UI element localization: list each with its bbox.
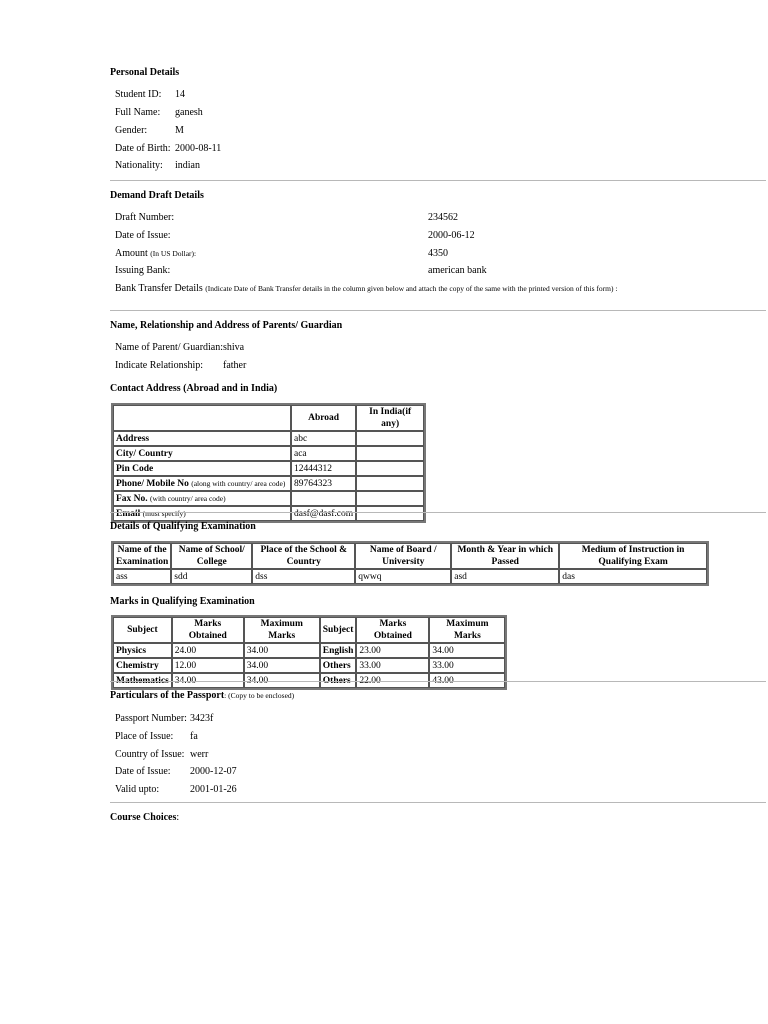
divider bbox=[110, 310, 766, 311]
table-cell: Chemistry bbox=[113, 658, 172, 673]
marks-table bbox=[111, 615, 507, 690]
row-label: Email (must specify) bbox=[113, 506, 291, 521]
table-header: Marks Obtained bbox=[356, 617, 429, 643]
table-row bbox=[113, 617, 505, 643]
table-row bbox=[113, 461, 424, 476]
table-cell: 33.00 bbox=[356, 658, 429, 673]
table-cell: sdd bbox=[171, 569, 252, 584]
table-cell: Others bbox=[320, 658, 357, 673]
passport-heading: Particulars of the Passport: (Copy to be enclosed) bbox=[110, 690, 295, 701]
table-cell bbox=[356, 446, 424, 461]
table-cell: English bbox=[320, 643, 357, 658]
table-cell bbox=[113, 405, 291, 431]
issuing-bank-value: american bank bbox=[428, 265, 487, 276]
relationship-value: father bbox=[223, 360, 247, 371]
valid-upto-label: Valid upto: bbox=[115, 784, 160, 795]
draft-date-value: 2000-06-12 bbox=[428, 230, 475, 241]
draft-details-heading: Demand Draft Details bbox=[110, 190, 204, 201]
table-cell: Others bbox=[320, 673, 357, 688]
draft-number-value: 234562 bbox=[428, 212, 458, 223]
row-label: City/ Country bbox=[113, 446, 291, 461]
table-header: In India(if any) bbox=[356, 405, 424, 431]
table-header: Marks Obtained bbox=[172, 617, 244, 643]
table-cell: 23.00 bbox=[356, 643, 429, 658]
full-name-value: ganesh bbox=[175, 107, 203, 118]
draft-number-label: Draft Number: bbox=[115, 212, 175, 223]
place-of-issue-label: Place of Issue: bbox=[115, 731, 174, 742]
guardian-name-value: shiva bbox=[223, 342, 245, 353]
valid-upto-value: 2001-01-26 bbox=[190, 784, 237, 795]
table-cell bbox=[356, 491, 424, 506]
gender-value: M bbox=[175, 125, 184, 136]
table-row bbox=[113, 643, 505, 658]
issuing-bank-label: Issuing Bank: bbox=[115, 265, 171, 276]
table-cell: das bbox=[559, 569, 707, 584]
table-cell: Mathematics bbox=[113, 673, 172, 688]
table-row bbox=[113, 476, 424, 491]
table-cell: 34.00 bbox=[244, 658, 320, 673]
table-cell bbox=[356, 506, 424, 521]
table-cell: 33.00 bbox=[429, 658, 505, 673]
table-header: Month & Year in which Passed bbox=[451, 543, 559, 569]
table-row bbox=[113, 543, 707, 569]
table-cell: 34.00 bbox=[429, 643, 505, 658]
table-row bbox=[113, 405, 424, 431]
divider bbox=[110, 512, 766, 513]
nationality-value: indian bbox=[175, 160, 200, 171]
nationality-label: Nationality: bbox=[115, 160, 163, 171]
contact-table bbox=[111, 403, 426, 523]
student-id-value: 14 bbox=[175, 89, 185, 100]
country-of-issue-value: werr bbox=[190, 749, 209, 760]
table-row bbox=[113, 658, 505, 673]
table-row bbox=[113, 506, 424, 521]
gender-label: Gender: bbox=[115, 125, 148, 136]
passport-date-value: 2000-12-07 bbox=[190, 766, 237, 777]
qualifying-table bbox=[111, 541, 709, 586]
table-cell: aca bbox=[291, 446, 356, 461]
table-cell: 12.00 bbox=[172, 658, 244, 673]
table-header: Maximum Marks bbox=[429, 617, 505, 643]
row-label: Address bbox=[113, 431, 291, 446]
student-id-label: Student ID: bbox=[115, 89, 162, 100]
table-cell: dasf@dasf.com bbox=[291, 506, 356, 521]
table-header: Maximum Marks bbox=[244, 617, 320, 643]
table-header: Subject bbox=[320, 617, 357, 643]
passport-number-value: 3423f bbox=[190, 713, 214, 724]
table-cell bbox=[356, 476, 424, 491]
passport-note: : (Copy to be enclosed) bbox=[224, 691, 295, 700]
passport-number-label: Passport Number: bbox=[115, 713, 187, 724]
draft-date-label: Date of Issue: bbox=[115, 230, 171, 241]
table-header: Place of the School & Country bbox=[252, 543, 355, 569]
table-header: Name of the Examination bbox=[113, 543, 171, 569]
dob-value: 2000-08-11 bbox=[175, 143, 222, 154]
table-cell: 34.00 bbox=[244, 643, 320, 658]
dob-label: Date of Birth: bbox=[115, 143, 171, 154]
country-of-issue-label: Country of Issue: bbox=[115, 749, 185, 760]
divider bbox=[110, 681, 766, 682]
table-cell: 22.00 bbox=[356, 673, 429, 688]
table-cell: abc bbox=[291, 431, 356, 446]
amount-note: (In US Dollar): bbox=[150, 249, 197, 258]
table-header: Subject bbox=[113, 617, 172, 643]
table-cell: ass bbox=[113, 569, 171, 584]
personal-details-heading: Personal Details bbox=[110, 67, 180, 78]
table-cell: 43.00 bbox=[429, 673, 505, 688]
passport-date-label: Date of Issue: bbox=[115, 766, 171, 777]
table-cell bbox=[291, 491, 356, 506]
table-cell: Physics bbox=[113, 643, 172, 658]
amount-value: 4350 bbox=[428, 248, 448, 259]
amount-label: Amount (In US Dollar): bbox=[115, 248, 197, 259]
row-label: Pin Code bbox=[113, 461, 291, 476]
table-cell: 12444312 bbox=[291, 461, 356, 476]
contact-heading: Contact Address (Abroad and in India) bbox=[110, 383, 278, 394]
table-cell: 89764323 bbox=[291, 476, 356, 491]
table-cell: dss bbox=[252, 569, 355, 584]
table-row bbox=[113, 446, 424, 461]
table-row bbox=[113, 569, 707, 584]
relationship-label: Indicate Relationship: bbox=[115, 360, 204, 371]
table-cell: qwwq bbox=[355, 569, 451, 584]
bank-transfer-note: (Indicate Date of Bank Transfer details in the column given below and attach the copy of the same with the printed version of this form) : bbox=[205, 284, 618, 293]
divider bbox=[110, 802, 766, 803]
qualifying-heading: Details of Qualifying Examination bbox=[110, 521, 256, 532]
bank-transfer-label: Bank Transfer Details (Indicate Date of Bank Transfer details in the column given below and attach the copy of the same with the printed version of this form) : bbox=[115, 283, 618, 294]
table-header: Name of School/ College bbox=[171, 543, 252, 569]
divider bbox=[110, 180, 766, 181]
table-cell: 24.00 bbox=[172, 643, 244, 658]
table-cell: 34.00 bbox=[244, 673, 320, 688]
guardian-heading: Name, Relationship and Address of Parents/ Guardian bbox=[110, 320, 343, 331]
marks-heading: Marks in Qualifying Examination bbox=[110, 596, 255, 607]
table-cell bbox=[356, 431, 424, 446]
row-label: Fax No. (with country/ area code) bbox=[113, 491, 291, 506]
table-cell: 34.00 bbox=[172, 673, 244, 688]
guardian-name-label: Name of Parent/ Guardian: bbox=[115, 342, 224, 353]
table-header: Medium of Instruction in Qualifying Exam bbox=[559, 543, 707, 569]
full-name-label: Full Name: bbox=[115, 107, 161, 118]
place-of-issue-value: fa bbox=[190, 731, 198, 742]
table-row bbox=[113, 491, 424, 506]
table-header: Abroad bbox=[291, 405, 356, 431]
table-cell: asd bbox=[451, 569, 559, 584]
table-header: Name of Board / University bbox=[355, 543, 451, 569]
row-label: Phone/ Mobile No (along with country/ area code) bbox=[113, 476, 291, 491]
table-cell bbox=[356, 461, 424, 476]
table-row bbox=[113, 431, 424, 446]
course-choices-heading: Course Choices: bbox=[110, 812, 180, 823]
